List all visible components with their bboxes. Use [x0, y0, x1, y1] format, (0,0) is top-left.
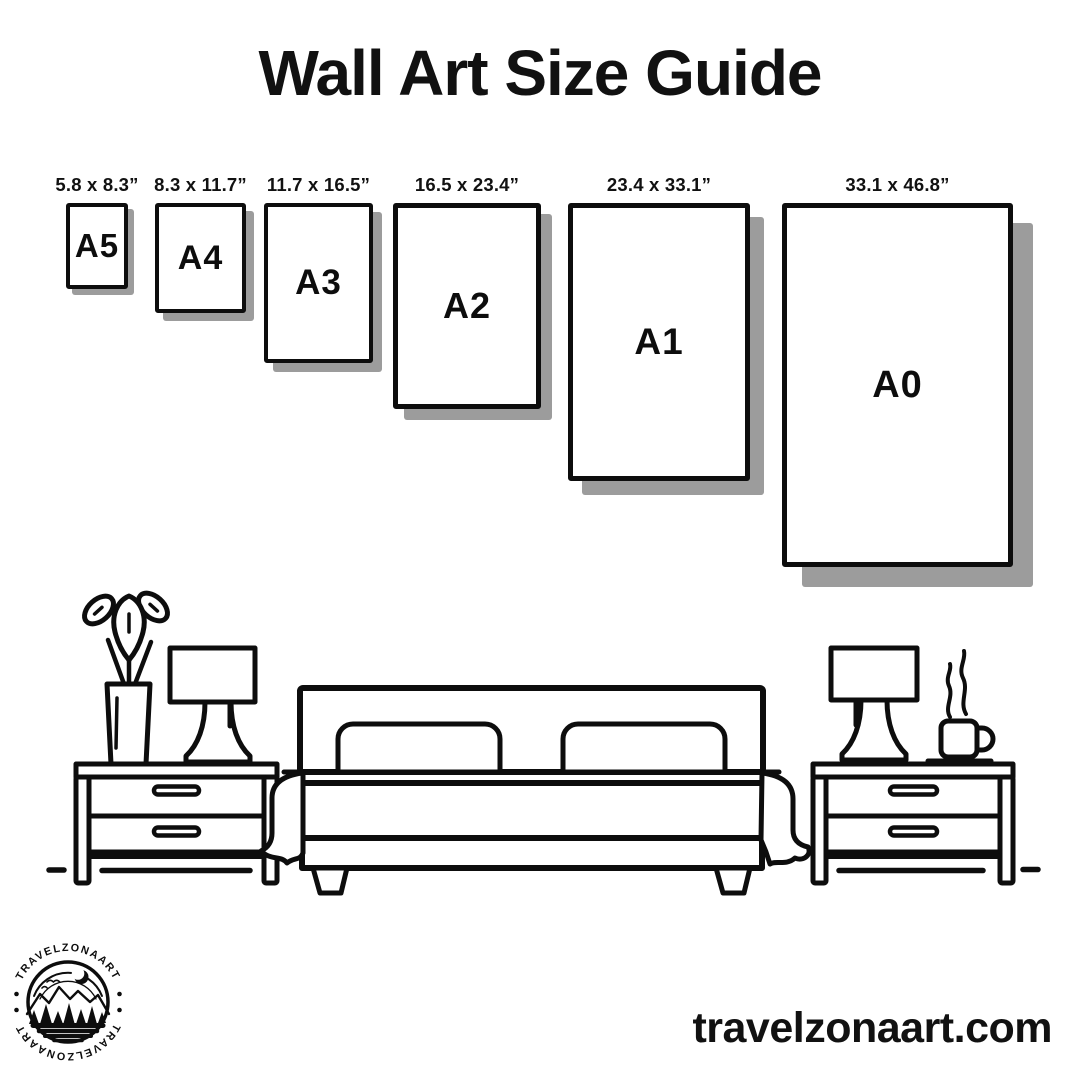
poster-frame	[66, 203, 128, 289]
blanket-drape	[761, 773, 809, 864]
size-letter: A3	[295, 263, 342, 302]
logo-brand-text-bottom: TRAVELZONAART	[13, 1021, 123, 1063]
size-letter: A5	[74, 227, 120, 264]
size-letter: A1	[634, 321, 684, 362]
size-letter: A4	[177, 238, 224, 277]
pillow-icon	[563, 724, 725, 772]
poster-frame	[264, 203, 373, 363]
steam-icon	[961, 651, 966, 714]
bedroom-scene-illustration	[0, 580, 1080, 900]
plant-vase-icon	[79, 588, 172, 764]
pillow-icon	[338, 724, 500, 772]
size-dimensions-label: 5.8 x 8.3”	[55, 174, 139, 195]
poster-frame	[393, 203, 541, 409]
right-nightstand-icon	[813, 764, 1013, 883]
double-bed-icon	[261, 688, 809, 893]
size-frame-a5	[55, 174, 139, 289]
pine-trees-icon	[29, 1003, 106, 1025]
page-title: Wall Art Size Guide	[258, 37, 822, 109]
website-url: travelzonaart.com	[692, 1004, 1052, 1052]
left-table-lamp-icon	[170, 648, 255, 762]
size-frame-a2	[393, 174, 541, 409]
size-frame-a0	[782, 174, 1013, 567]
size-dimensions-label: 11.7 x 16.5”	[266, 174, 371, 195]
size-letter: A0	[872, 363, 923, 406]
brand-logo	[3, 937, 133, 1067]
size-letter: A2	[442, 285, 492, 326]
size-frame-a4	[154, 174, 247, 313]
right-table-lamp-icon	[831, 648, 917, 760]
poster-frame	[155, 203, 246, 313]
left-nightstand-icon	[76, 764, 277, 883]
size-dimensions-label: 16.5 x 23.4”	[414, 174, 520, 195]
logo-brand-text-top: TRAVELZONAART	[13, 941, 123, 983]
logo-landscape	[27, 967, 109, 1040]
size-frame-a1	[568, 174, 750, 481]
size-frame-a3	[264, 174, 373, 363]
size-dimensions-label: 33.1 x 46.8”	[845, 174, 950, 195]
poster-frame	[568, 203, 750, 481]
size-dimensions-label: 8.3 x 11.7”	[154, 174, 247, 195]
steam-icon	[948, 664, 951, 717]
size-dimensions-label: 23.4 x 33.1”	[606, 174, 712, 195]
poster-frame	[782, 203, 1013, 567]
coffee-cup-icon	[928, 651, 993, 761]
